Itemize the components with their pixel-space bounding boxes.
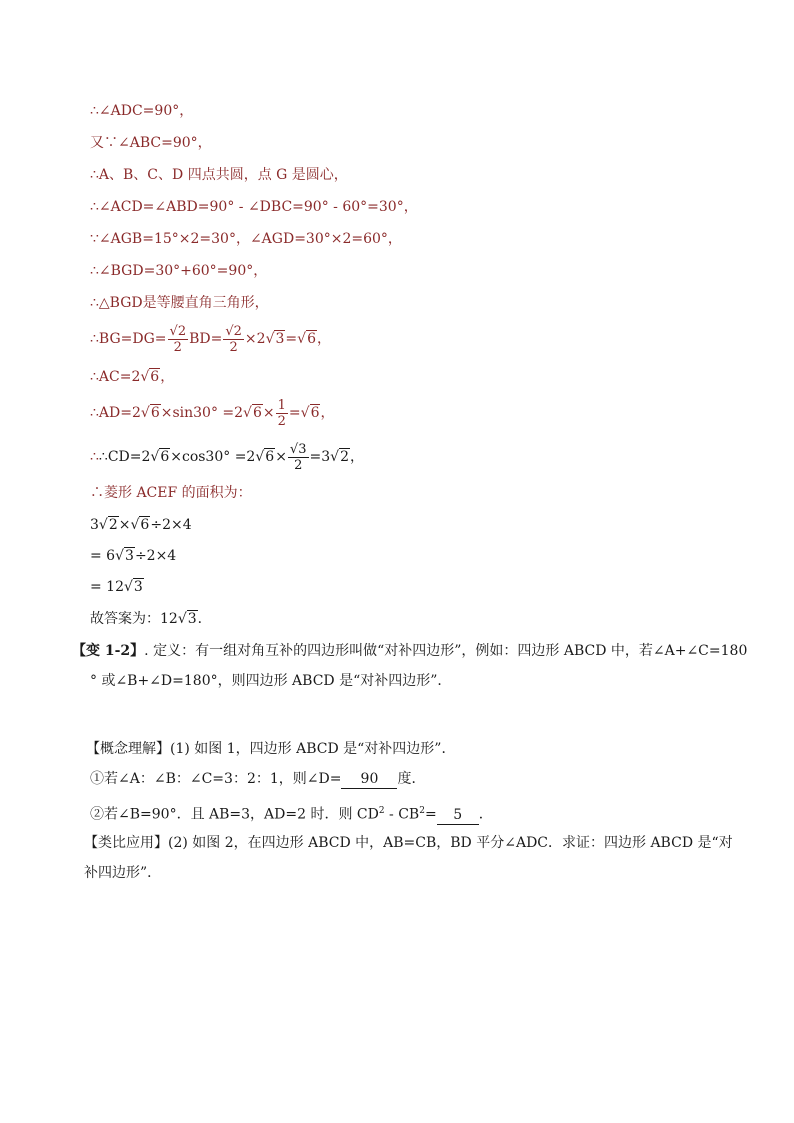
solution-line-7: ∴△BGD是等腰直角三角形，	[90, 295, 269, 311]
sqrt-2: √2	[330, 449, 349, 465]
solution-line-12: ∴菱形 ACEF 的面积为：	[90, 485, 252, 501]
problem-tag: 【变 1-2】	[72, 643, 145, 659]
sqrt-3: √3	[115, 548, 134, 564]
solution-line-14: = 6√3÷2×4	[90, 548, 177, 564]
sqrt-6: √6	[255, 449, 275, 465]
sqrt-3: √3	[265, 331, 285, 347]
sqrt-3: √3	[124, 579, 143, 595]
sqrt-2: √2	[98, 517, 118, 533]
sqrt-6: √6	[297, 331, 316, 347]
solution-line-3: ∴A、B、C、D 四点共圆，点 G 是圆心，	[90, 167, 348, 183]
fraction-sqrt2-over-2: $\frac{√2}{2}$	[225, 323, 242, 355]
question-1: ①若∠A：∠B：∠C=3：2：1，则∠D= 90 度．	[90, 771, 426, 787]
analogy-question: 【类比应用】(2) 如图 2，在四边形 ABCD 中，AB=CB，BD 平分∠ADC．求证：四边形 ABCD 是“对 补四边形”．	[84, 835, 733, 881]
solution-line-6: ∴∠BGD=30°+60°=90°，	[90, 263, 268, 279]
solution-line-1: ∴∠ADC=90°，	[90, 103, 194, 119]
sqrt-3: √3	[177, 611, 197, 627]
question-2: ②若∠B=90°．且 AB=3，AD=2 时．则 $CD^2 - CB^2= 5$ ．	[90, 806, 493, 823]
sqrt-6: √6	[150, 449, 170, 465]
fraction-sqrt2-over-2: $\frac{√2}{2}$	[169, 323, 187, 355]
solution-line-8: ∴BG=DG= $\frac{√2}{2}$ BD= $\frac{√2}{2}$ ×2√3=√6，	[90, 323, 331, 355]
solution-line-5: ∵∠AGB=15°×2=30°，∠AGD=30°×2=60°，	[90, 231, 402, 247]
answer-blank-2: 5	[437, 806, 479, 825]
sqrt-6: √6	[140, 369, 160, 385]
sqrt-6: √6	[300, 405, 320, 421]
solution-line-15: = 12√3	[90, 579, 143, 595]
sqrt-6: √6	[243, 405, 262, 421]
solution-line-13: 3√2×√6÷2×4	[90, 517, 192, 533]
problem-definition: 【变 1-2】. 定义：有一组对角互补的四边形叫做“对补四边形”，例如：四边形 ABCD 中，若∠A+∠C=180 ° 或∠B+∠D=180°，则四边形 ABCD 是“对补四边形”．	[72, 643, 748, 689]
answer-line: 故答案为：12√3．	[90, 611, 212, 627]
solution-line-10: ∴AD=2√6×sin30° =2√6× $\frac{1}{2}$ =√6，	[90, 397, 335, 429]
concept-heading: 【概念理解】(1) 如图 1，四边形 ABCD 是“对补四边形”．	[86, 741, 456, 757]
answer-blank-1: 90	[341, 770, 397, 789]
solution-line-2: 又∵∠ABC=90°，	[90, 135, 212, 151]
fraction-1-over-2: $\frac{1}{2}$	[277, 397, 286, 429]
solution-line-9: ∴AC=2√6，	[90, 369, 175, 385]
solution-line-4: ∴∠ACD=∠ABD=90° - ∠DBC=90° - 60°=30°，	[90, 199, 418, 215]
sqrt-6: √6	[140, 405, 160, 421]
sqrt-6: √6	[130, 517, 150, 533]
fraction-sqrt3-over-2: $\frac{√3}{2}$	[289, 441, 307, 473]
solution-line-11: ∴∴CD=2√6×cos30° =2√6× $\frac{√3}{2}$ =3√2，	[90, 441, 364, 473]
